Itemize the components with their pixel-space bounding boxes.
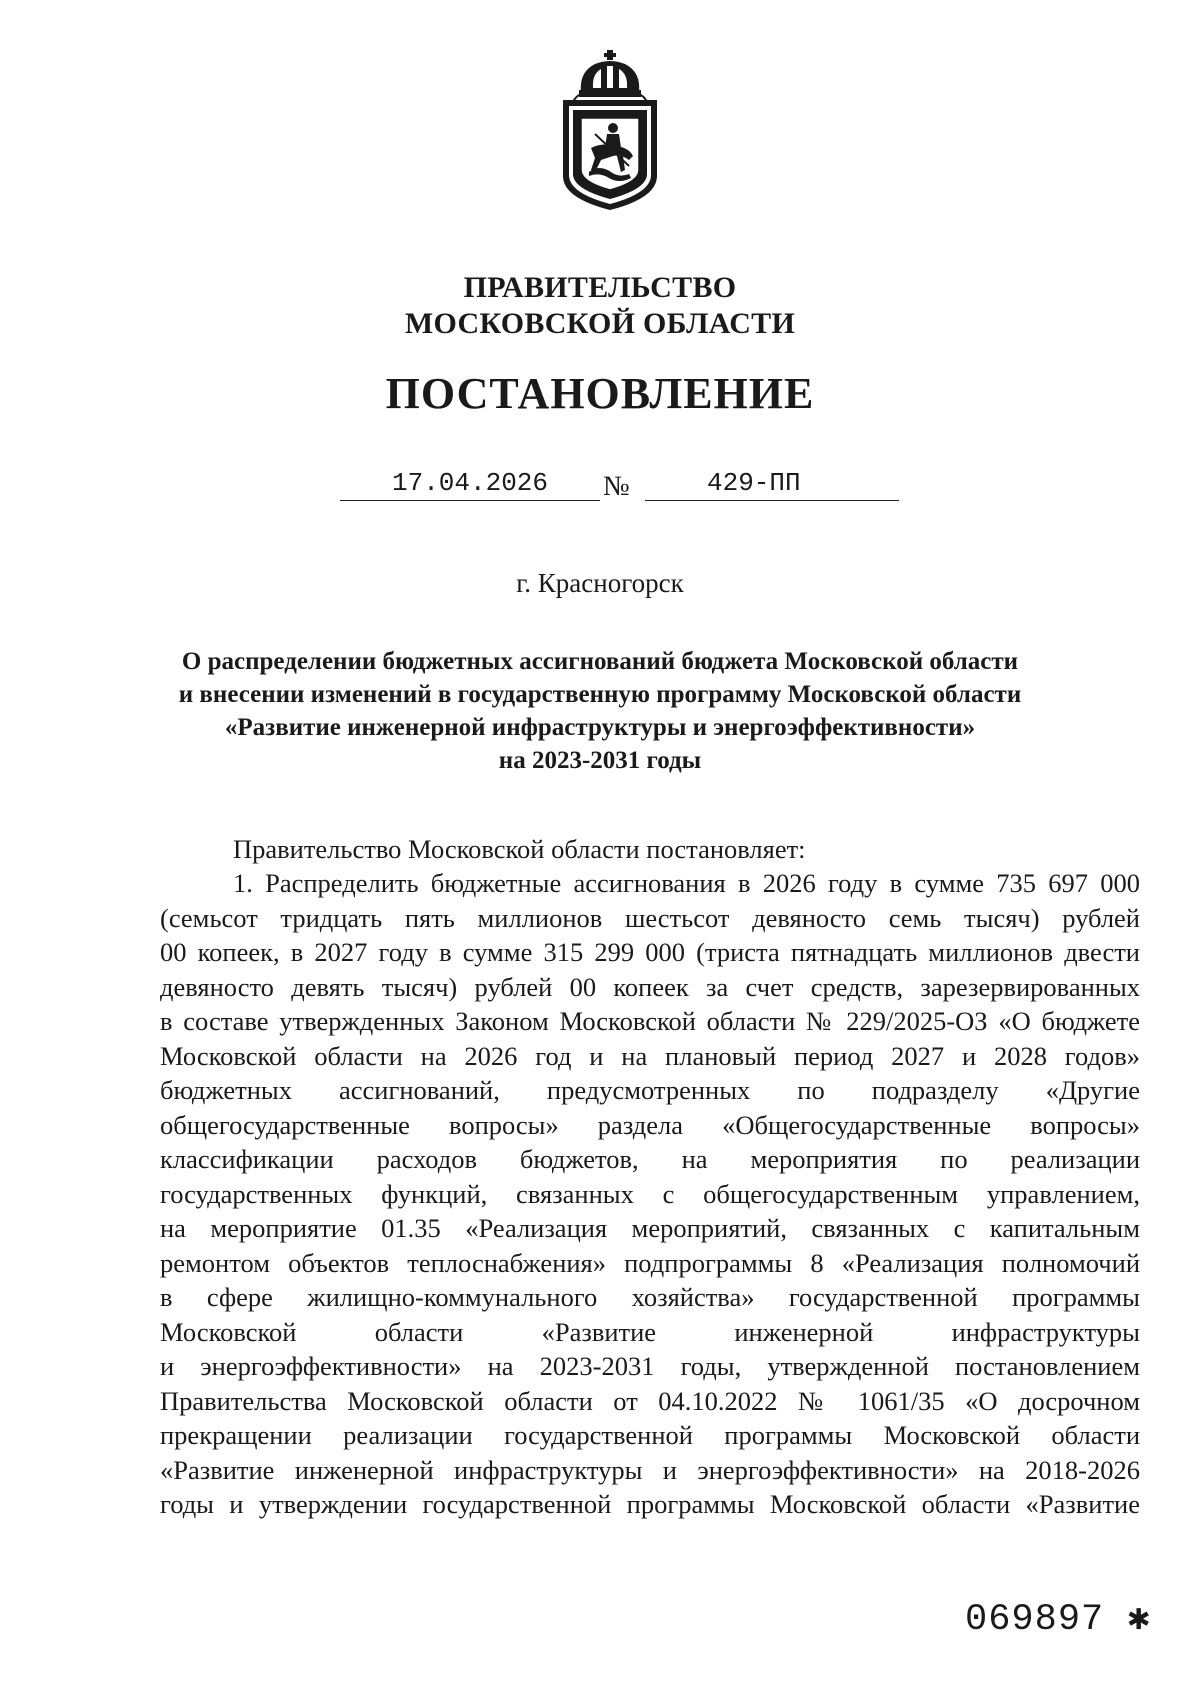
- org-name-line2: МОСКОВСКОЙ ОБЛАСТИ: [404, 307, 796, 340]
- body-line: в составе утвержденных Законом Московской области № 229/2025-ОЗ «О бюджете: [160, 1006, 1140, 1036]
- body-line: прекращении реализации государственной программы Московской области: [160, 1420, 1140, 1450]
- resolution-intro: Правительство Московской области постановляет:: [233, 834, 806, 864]
- body-line: в сфере жилищно-коммунального хозяйства» государственной программы: [160, 1282, 1140, 1312]
- form-serial-number: [965, 1598, 1151, 1642]
- subject-line: О распределении бюджетных ассигнований бюджета Московской области: [181, 648, 1019, 675]
- org-name-line1: ПРАВИТЕЛЬСТВО: [463, 271, 737, 304]
- body-line: на мероприятие 01.35 «Реализация мероприятий, связанных с капитальным: [160, 1213, 1140, 1243]
- subject-line: на 2023-2031 годы: [498, 747, 702, 774]
- asterisk-icon: ✱: [1127, 1599, 1151, 1641]
- body-line: бюджетных ассигнований, предусмотренных по подразделу «Другие: [160, 1075, 1140, 1105]
- body-line: 1. Распределить бюджетные ассигнования в 2026 году в сумме 735 697 000: [233, 868, 1140, 898]
- body-line: ремонтом объектов теплоснабжения» подпрограммы 8 «Реализация полномочий: [160, 1247, 1140, 1278]
- body-line: «Развитие инженерной инфраструктуры и энергоэффективности» на 2018-2026: [160, 1454, 1140, 1485]
- document-type-title: ПОСТАНОВЛЕНИЕ: [385, 369, 815, 418]
- issue-city: г. Красногорск: [516, 568, 684, 598]
- body-line: классификации расходов бюджетов, на мероприятия по реализации: [160, 1144, 1140, 1174]
- serial-digits: 069897: [965, 1599, 1105, 1641]
- body-line: 00 копеек, в 2027 году в сумме 315 299 000 (триста пятнадцать миллионов двести: [160, 937, 1140, 967]
- body-line: Московской области на 2026 год и на плановый период 2027 и 2028 годов»: [160, 1040, 1140, 1071]
- body-line: (семьсот тридцать пять миллионов шестьсот девяносто семь тысяч) рублей: [160, 902, 1140, 933]
- body-line: общегосударственные вопросы» раздела «Общегосударственные вопросы»: [160, 1109, 1140, 1140]
- body-line: девяносто девять тысяч) рублей 00 копеек за счет средств, зарезервированных: [160, 971, 1140, 1002]
- document-subject: [160, 645, 1040, 777]
- document-number: 429-ПП: [645, 466, 899, 501]
- body-line: государственных функций, связанных с общегосударственным управлением,: [160, 1178, 1140, 1209]
- coat-of-arms-icon: [555, 48, 665, 214]
- body-line: Правительства Московской области от 04.10.2022 № 1061/35 «О досрочном: [160, 1385, 1140, 1416]
- body-line: годы и утверждении государственной программы Московской области «Развитие: [160, 1489, 1140, 1519]
- resolution-body: [160, 866, 1140, 1522]
- subject-line: и внесении изменений в государственную программу Московской области: [178, 681, 1022, 708]
- body-line: и энергоэффективности» на 2023-2031 годы, утвержденной постановлением: [160, 1351, 1140, 1381]
- subject-line: «Развитие инженерной инфраструктуры и энергоэффективности»: [224, 714, 976, 741]
- number-sign: №: [603, 471, 630, 502]
- body-line: Московской области «Развитие инженерной инфраструктуры: [160, 1316, 1140, 1347]
- document-date: 17.04.2026: [340, 466, 600, 501]
